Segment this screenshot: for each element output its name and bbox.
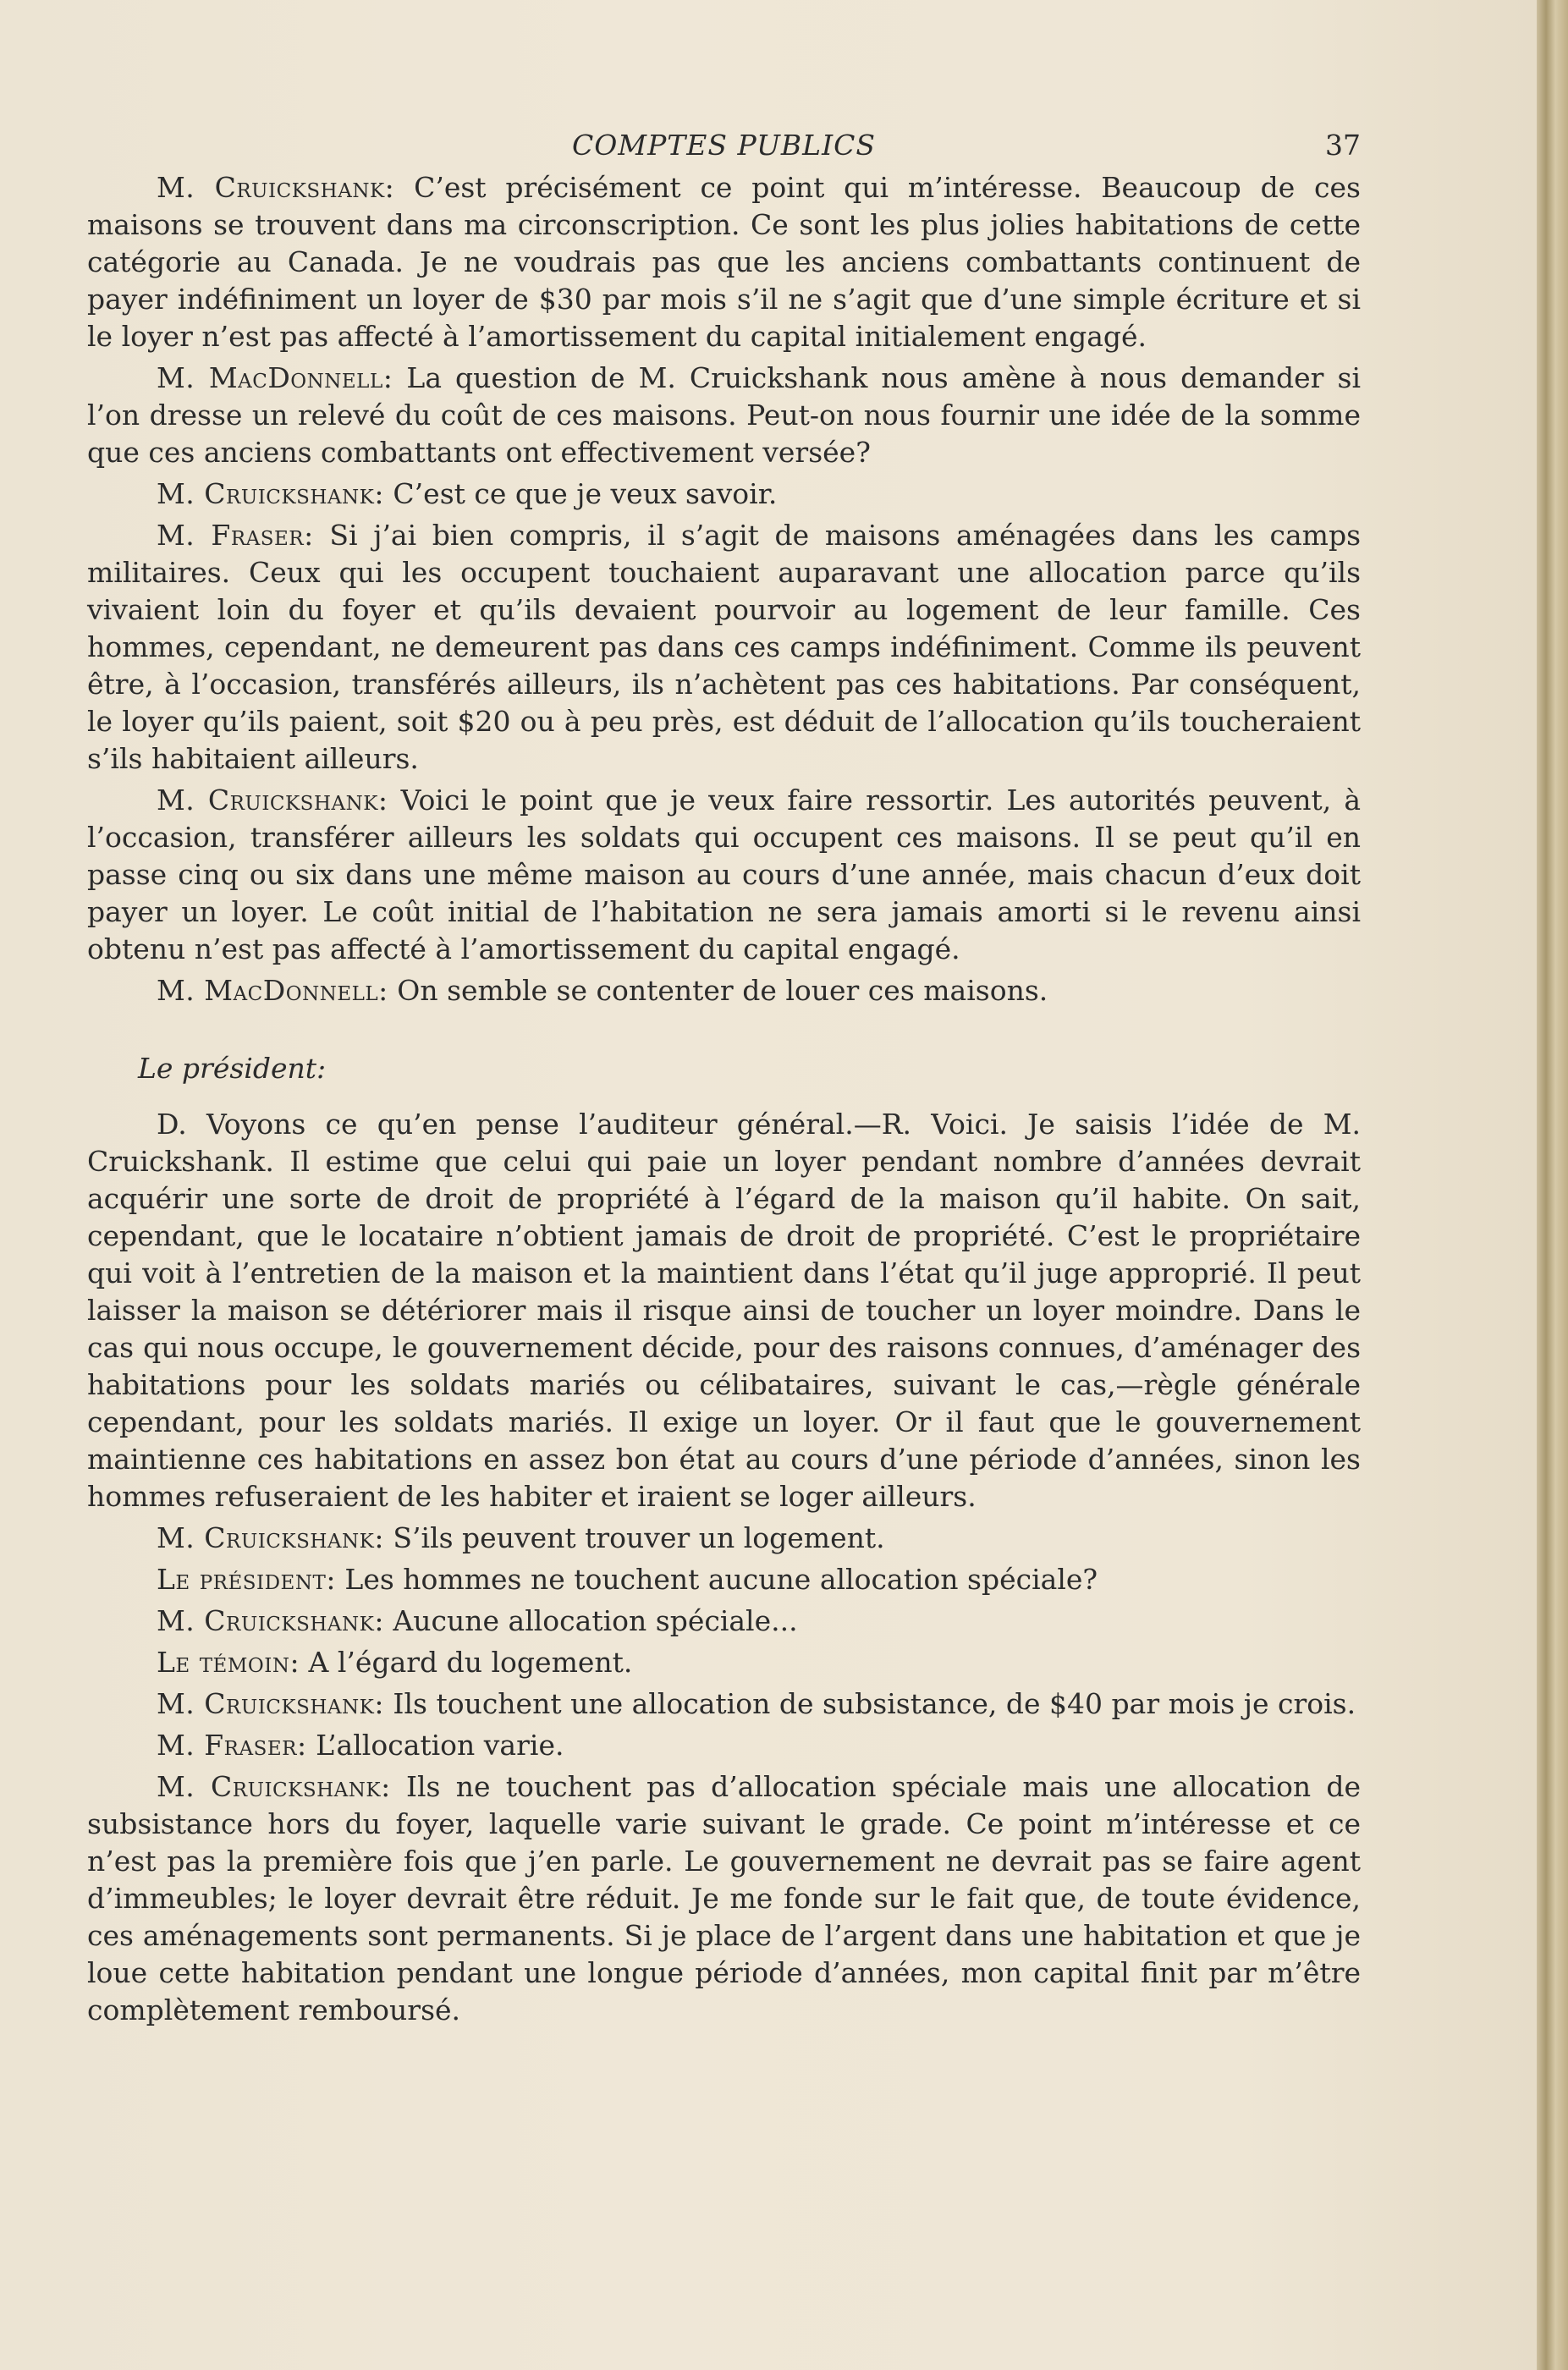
speaker-name: M. Cruickshank:	[157, 1687, 384, 1720]
speaker-name: M. Cruickshank:	[157, 784, 388, 817]
speaker-name: Le président:	[157, 1563, 336, 1596]
speaker-name: M. Cruickshank:	[157, 1521, 384, 1554]
speaker-name: Le témoin:	[157, 1646, 300, 1679]
dialogue-paragraph	[87, 1685, 1361, 1723]
dialogue-paragraph	[87, 1561, 1361, 1598]
section-label: Le président:	[138, 1052, 327, 1085]
paragraph-text: On semble se contenter de louer ces maisons.	[388, 974, 1048, 1007]
speaker-name: M. Cruickshank:	[157, 1770, 391, 1803]
paragraph-text: La question de M. Cruickshank nous amène à nous demander si l’on dresse un relevé du coût de ces maisons. Peut-on nous fournir une idée de la somme que ces anciens combattants ont effectivement versée?	[87, 361, 1361, 469]
dialogue-part-2	[87, 1106, 1361, 2029]
paragraph-text: Si j’ai bien compris, il s’agit de maisons aménagées dans les camps militaires. Ceux qui les occupent touchaient auparavant une allocation parce qu’ils vivaient loin du foyer et qu’ils devaient pourvoir au logement de leur famille. Ces hommes, cependant, ne demeurent pas dans ces camps indéfiniment. Comme ils peuvent être, à l’occasion, transférés ailleurs, ils n’achètent pas ces habitations. Par conséquent, le loyer qu’ils paient, soit $20 ou à peu près, est déduit de l’allocation qu’ils toucheraient s’ils habitaient ailleurs.	[87, 519, 1362, 775]
running-title: COMPTES PUBLICS	[572, 129, 876, 162]
dialogue-paragraph	[87, 972, 1361, 1009]
dialogue-paragraph	[87, 1727, 1361, 1764]
paragraph-text: L’allocation varie.	[306, 1729, 564, 1762]
dialogue-paragraph	[87, 517, 1361, 778]
dialogue-paragraph	[87, 1644, 1361, 1681]
dialogue-paragraph	[87, 1520, 1361, 1557]
page-header	[87, 118, 1361, 169]
dialogue-paragraph	[87, 782, 1361, 968]
speaker-name: M. Fraser:	[157, 1729, 307, 1762]
paragraph-text: C’est précisément ce point qui m’intéresse. Beaucoup de ces maisons se trouvent dans ma circonscription. Ce sont les plus jolies habitations de cette catégorie au Canada. Je ne voudrais pas que les anciens combattants continuent de payer indéfiniment un loyer de $30 par mois s’il ne s’agit que d’une simple écriture et si le loyer n’est pas affecté à l’amortissement du capital initialement engagé.	[87, 171, 1361, 353]
paragraph-text: Aucune allocation spéciale...	[383, 1604, 798, 1637]
speaker-name: M. MacDonnell:	[157, 361, 393, 394]
speaker-name: M. Cruickshank:	[157, 1604, 384, 1637]
paragraph-text: D. Voyons ce qu’en pense l’auditeur général.—R. Voici. Je saisis l’idée de M. Cruickshank. Il estime que celui qui paie un loyer pendant nombre d’années devrait acquérir une sorte de droit de propriété à l’égard de la maison qu’il habite. On sait, cependant, que le locataire n’obtient jamais de droit de propriété. C’est le propriétaire qui voit à l’entretien de la maison et la maintient dans l’état qu’il juge approprié. Il peut laisser la maison se détériorer mais il risque ainsi de toucher un loyer moindre. Dans le cas qui nous occupe, le gouvernement décide, pour des raisons connues, d’aménager des habitations pour les soldats mariés ou célibataires, suivant le cas,—règle générale cependant, pour les soldats mariés. Il exige un loyer. Or il faut que le gouvernement maintienne ces habitations en assez bon état au cours d’une période d’années, sinon les hommes refuseraient de les habiter et iraient se loger ailleurs.	[87, 1108, 1361, 1513]
page-number: 37	[1325, 129, 1361, 162]
dialogue-paragraph	[87, 1603, 1361, 1640]
paragraph-text: C’est ce que je veux savoir.	[383, 477, 778, 510]
dialogue-paragraph	[87, 476, 1361, 513]
speaker-name: M. Cruickshank:	[157, 171, 395, 204]
book-spine	[1537, 0, 1568, 2370]
paragraph-text: Voici le point que je veux faire ressortir. Les autorités peuvent, à l’occasion, transférer ailleurs les soldats qui occupent ces maisons. Il se peut qu’il en passe cinq ou six dans une même maison au cours d’une année, mais chacun d’eux doit payer un loyer. Le coût initial de l’habitation ne sera jamais amorti si le revenu ainsi obtenu n’est pas affecté à l’amortissement du capital engagé.	[87, 784, 1361, 965]
paragraph-text: Ils touchent une allocation de subsistance, de $40 par mois je crois.	[383, 1687, 1356, 1720]
speaker-name: M. Cruickshank:	[157, 477, 384, 510]
paragraph-text: A l’égard du logement.	[300, 1646, 633, 1679]
paragraph-text: Les hommes ne touchent aucune allocation spéciale?	[335, 1563, 1098, 1596]
document-body	[87, 118, 1361, 2033]
dialogue-part-1	[87, 169, 1361, 1009]
dialogue-paragraph	[87, 360, 1361, 471]
paragraph-text: Ils ne touchent pas d’allocation spéciale mais une allocation de subsistance hors du foyer, laquelle varie suivant le grade. Ce point m’intéresse et ce n’est pas la première fois que j’en parle. Le gouvernement ne devrait pas se faire agent d’immeubles; le loyer devrait être réduit. Je me fonde sur le fait que, de toute évidence, ces aménagements sont permanents. Si je place de l’argent dans une habitation et que je loue cette habitation pendant une longue période d’années, mon capital finit par m’être complètement remboursé.	[87, 1770, 1362, 2026]
paragraph-text: S’ils peuvent trouver un logement.	[383, 1521, 885, 1554]
dialogue-paragraph	[87, 1106, 1361, 1515]
speaker-name: M. Fraser:	[157, 519, 314, 552]
dialogue-paragraph	[87, 1768, 1361, 2029]
speaker-name: M. MacDonnell:	[157, 974, 388, 1007]
dialogue-paragraph	[87, 169, 1361, 355]
